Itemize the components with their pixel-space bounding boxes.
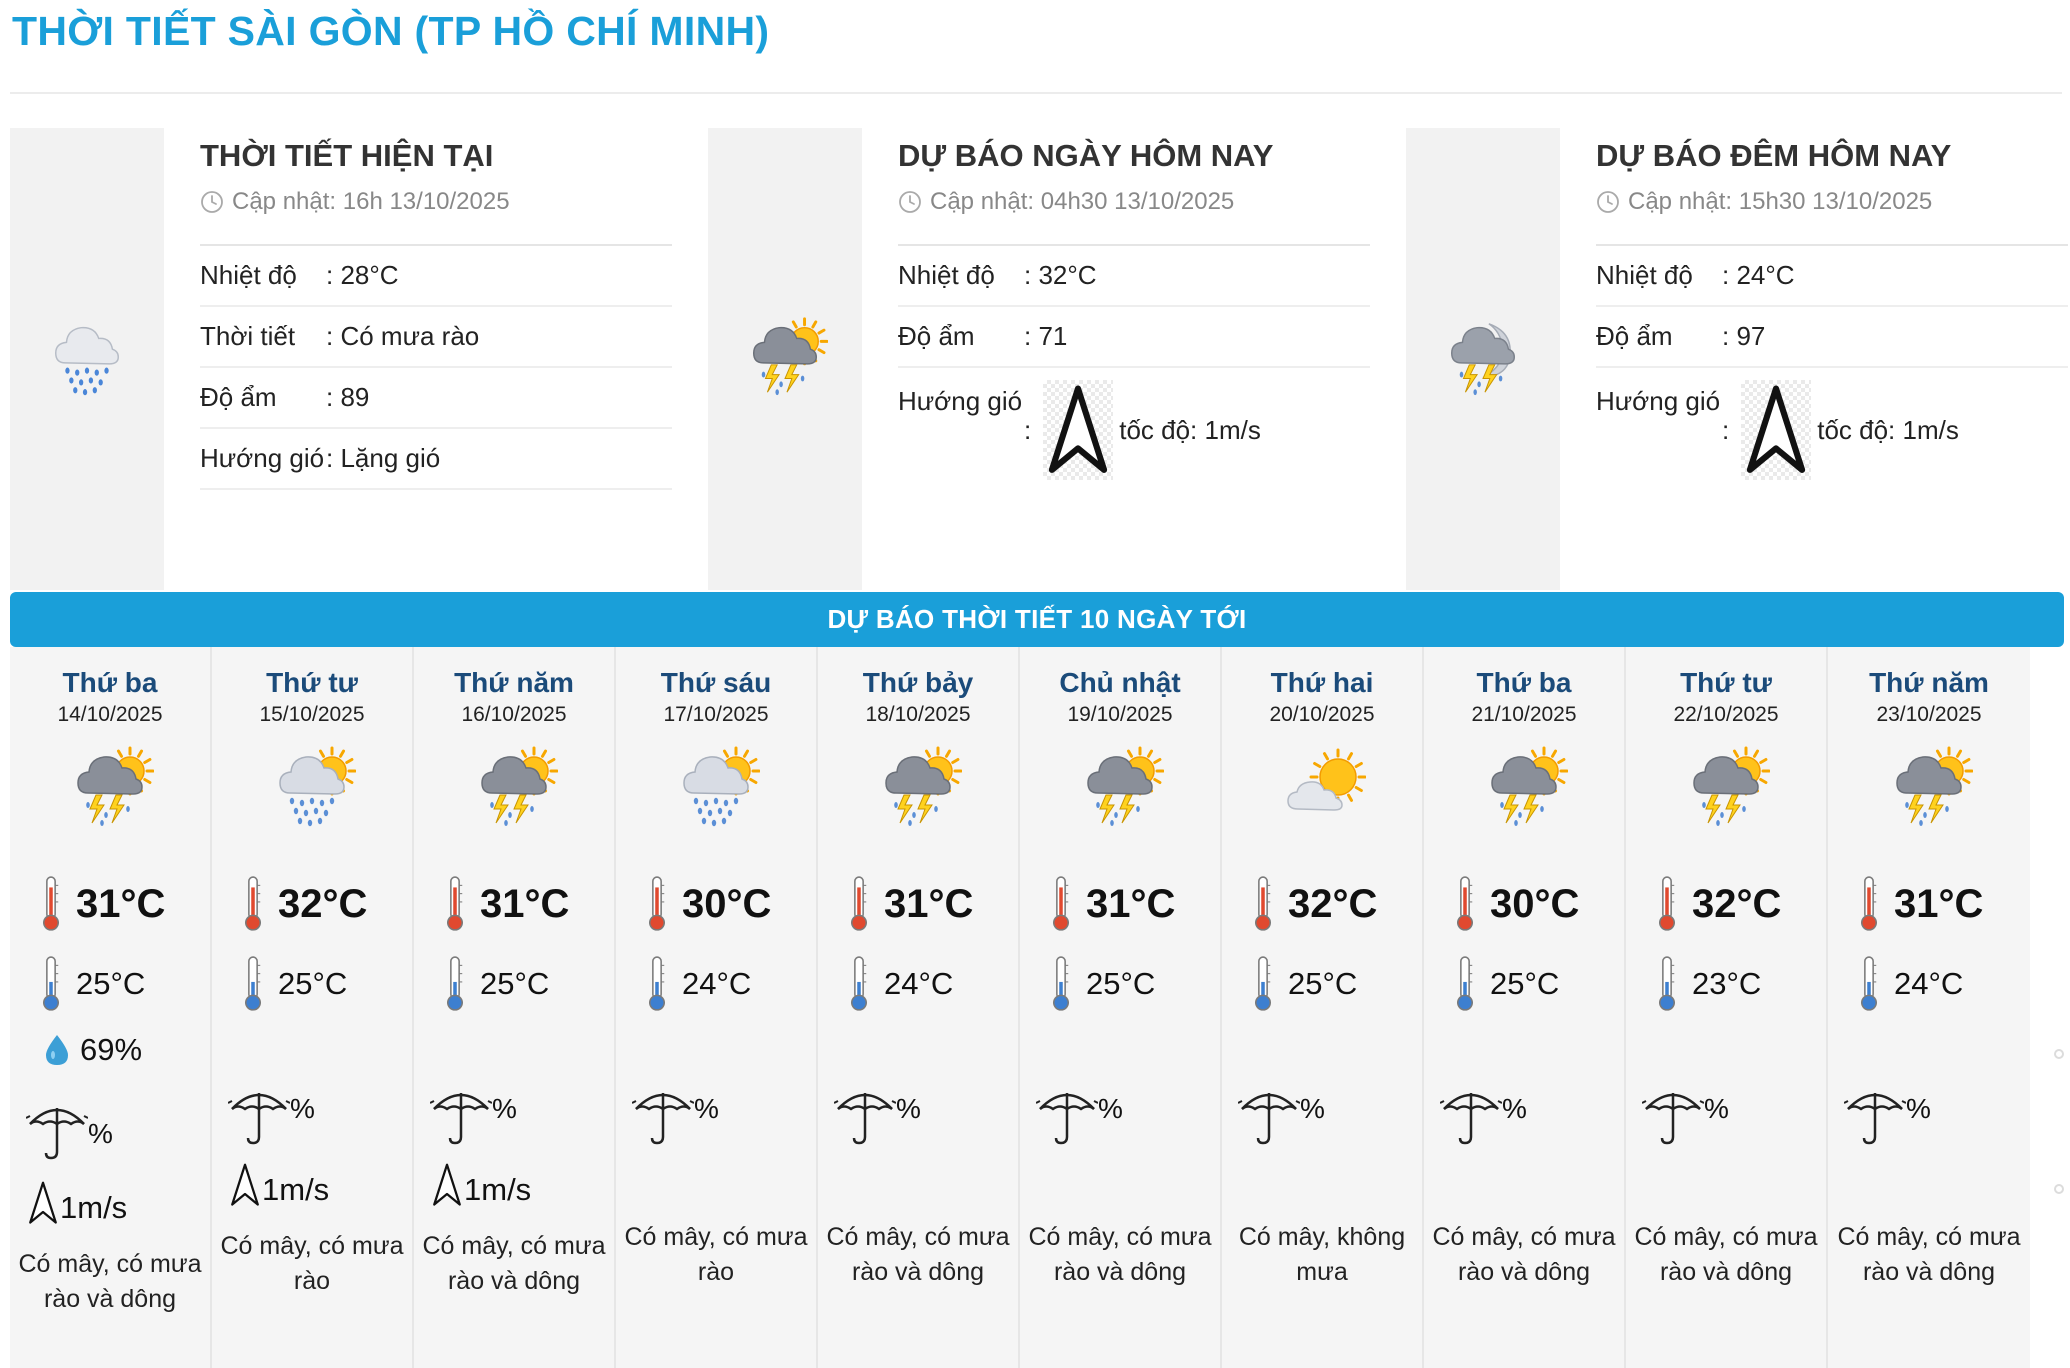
weather-description: Có mây, có mưa rào và dông [826,1223,1010,1286]
forecast-day [616,647,818,1368]
wind-colon: : [1722,414,1730,445]
day-name: Thứ hai [1270,667,1374,698]
high-temp [1656,875,1781,933]
row-value [1722,368,2068,492]
wind-placeholder-icon [2054,1184,2064,1194]
card-row [200,368,672,429]
sun-cloud-rain-icon [672,743,760,836]
thermometer-hot-icon [242,875,264,933]
low-temp-value: 23°C [1692,966,1762,1001]
rain-chance [1642,1085,1729,1147]
forecast-day [10,647,212,1368]
weather-description: Có mây, có mưa rào và dông [1837,1223,2021,1286]
rain-chance-value: % [88,1118,113,1149]
card-updated [1596,180,2068,224]
wind [28,1180,127,1226]
row-label: Nhiệt độ [898,260,995,290]
high-temp [1858,875,1983,933]
low-temp [1454,955,1559,1013]
forecast-day [1828,647,2030,1368]
umbrella-icon [430,1085,492,1147]
low-temp-value: 25°C [278,966,348,1001]
page-title: THỜI TIẾT SÀI GÒN (TP HỒ CHÍ MINH) [12,8,770,54]
rain-chance-value: % [1098,1093,1123,1124]
wind [432,1162,531,1208]
rain-chance-value: % [290,1093,315,1124]
sun-cloud-thunder-icon [1480,743,1568,836]
umbrella-icon [26,1100,88,1162]
rain-chance-value: % [492,1093,517,1124]
thermometer-hot-icon [1858,875,1880,933]
row-value [1024,368,1370,492]
day-date: 21/10/2025 [1471,703,1577,726]
day-name: Thứ tư [266,667,358,698]
umbrella-icon [632,1085,694,1147]
sun-cloud-thunder-icon [66,743,154,836]
row-label: Nhiệt độ [200,260,297,290]
sun-cloud-thunder-icon [1076,743,1164,836]
day-date: 19/10/2025 [1067,703,1173,726]
day-name: Thứ năm [1869,667,1989,698]
wind-direction-icon [28,1180,58,1226]
thermometer-hot-icon [1252,875,1274,933]
card-row [200,246,672,307]
wind-direction-icon [432,1162,462,1208]
card-row [898,246,1370,307]
row-label: Độ ẩm [200,382,277,412]
thermometer-cold-icon [40,955,62,1013]
low-temp-value: 24°C [682,966,752,1001]
row-value: : Có mưa rào [326,321,480,351]
low-temp-value: 24°C [884,966,954,1001]
day-name: Thứ năm [454,667,574,698]
thermometer-hot-icon [848,875,870,933]
card-body [200,128,672,490]
rain-chance [1238,1085,1325,1147]
high-temp [1252,875,1377,933]
wind-speed: tốc độ: 1m/s [1817,414,1959,445]
weather-description: Có mây, có mưa rào và dông [1028,1223,1212,1286]
row-value: : 89 [326,382,370,412]
row-label: Hướng gió [200,443,325,473]
rain-chance [228,1085,315,1147]
row-label: Độ ẩm [898,321,975,351]
wind-speed: tốc độ: 1m/s [1119,414,1261,445]
low-temp [1858,955,1963,1013]
card-updated [200,180,672,224]
low-temp-value: 25°C [1490,966,1560,1001]
umbrella-icon [228,1085,290,1147]
high-temp [1454,875,1579,933]
sun-cloud-thunder-icon [742,314,828,405]
day-date: 18/10/2025 [865,703,971,726]
weather-description: Có mây, có mưa rào và dông [422,1232,606,1295]
high-temp-value: 32°C [1288,881,1378,926]
low-temp [444,955,549,1013]
humidity-value: 69% [80,1032,143,1067]
rain-chance [26,1100,113,1162]
day-date: 16/10/2025 [461,703,567,726]
weather-description: Có mây, có mưa rào và dông [18,1250,202,1313]
day-name: Thứ ba [62,667,158,698]
clock-icon [200,190,224,214]
card-title: THỜI TIẾT HIỆN TẠI [200,138,494,173]
thermometer-cold-icon [1252,955,1274,1013]
row-value: : Lặng gió [326,443,441,473]
thermometer-cold-icon [1050,955,1072,1013]
rain-chance-value: % [896,1093,921,1124]
card-row [898,307,1370,368]
high-temp-value: 31°C [884,881,974,926]
thermometer-hot-icon [646,875,668,933]
row-label: Nhiệt độ [1596,260,1693,290]
card-row-wind [1596,368,2068,492]
row-value: : 24°C [1722,260,1795,290]
wind-value: 1m/s [60,1190,128,1225]
card-title: DỰ BÁO ĐÊM HÔM NAY [1596,138,1952,173]
moon-cloud-thunder-icon [1440,314,1526,405]
thermometer-cold-icon [1454,955,1476,1013]
humidity-placeholder-icon [2054,1049,2064,1059]
day-name: Chủ nhật [1059,667,1181,698]
forecast-banner [10,592,2064,647]
high-temp-value: 30°C [682,881,772,926]
day-name: Thứ sáu [660,667,772,698]
row-label: Độ ẩm [1596,321,1673,351]
day-date: 20/10/2025 [1269,703,1375,726]
weather-card-2 [708,128,1378,590]
wind [230,1162,329,1208]
low-temp [1252,955,1357,1013]
forecast-day [212,647,414,1368]
rain-chance [632,1085,719,1147]
humidity-drop-icon [44,1033,70,1067]
card-title: DỰ BÁO NGÀY HÔM NAY [898,138,1274,173]
thermometer-cold-icon [1858,955,1880,1013]
high-temp [444,875,569,933]
thermometer-cold-icon [848,955,870,1013]
rain-chance [1844,1085,1931,1147]
forecast-day [1020,647,1222,1368]
sun-cloud-thunder-icon [874,743,962,836]
rain-chance [1036,1085,1123,1147]
high-temp-value: 32°C [278,881,368,926]
weather-card-3 [1406,128,2070,590]
high-temp-value: 31°C [1086,881,1176,926]
wind-value: 1m/s [464,1172,532,1207]
weather-description: Có mây, có mưa rào [220,1232,404,1295]
forecast-day [414,647,616,1368]
high-temp [40,875,165,933]
rain-chance-value: % [1704,1093,1729,1124]
high-temp [848,875,973,933]
high-temp [242,875,367,933]
thermometer-cold-icon [242,955,264,1013]
low-temp-value: 24°C [1894,966,1964,1001]
low-temp [848,955,953,1013]
updated-text: Cập nhật: 15h30 13/10/2025 [1628,188,1933,215]
day-date: 15/10/2025 [259,703,365,726]
low-temp [40,955,145,1013]
day-name: Thứ tư [1680,667,1772,698]
card-icon-panel [708,128,862,590]
thermometer-hot-icon [1050,875,1072,933]
day-name: Thứ bảy [862,667,974,698]
clock-icon [898,190,922,214]
umbrella-icon [1238,1085,1300,1147]
weather-description: Có mây, không mưa [1238,1223,1406,1286]
sun-cloud-thunder-icon [1885,743,1973,836]
card-row [200,429,672,490]
rain-chance [430,1085,517,1147]
day-date: 22/10/2025 [1673,703,1779,726]
card-body [898,128,1370,492]
row-label: Thời tiết [200,321,296,351]
title-divider [10,92,2062,94]
sun-cloud-thunder-icon [470,743,558,836]
weather-description: Có mây, có mưa rào và dông [1432,1223,1616,1286]
humidity [44,1032,142,1068]
umbrella-icon [1642,1085,1704,1147]
card-row-wind [898,368,1370,492]
rain-chance-value: % [1906,1093,1931,1124]
thermometer-hot-icon [1656,875,1678,933]
row-value: : 28°C [326,260,399,290]
low-temp [646,955,751,1013]
high-temp-value: 31°C [76,881,166,926]
thermometer-hot-icon [1454,875,1476,933]
umbrella-icon [1036,1085,1098,1147]
updated-text: Cập nhật: 16h 13/10/2025 [232,188,510,215]
day-date: 14/10/2025 [57,703,163,726]
updated-text: Cập nhật: 04h30 13/10/2025 [930,188,1235,215]
umbrella-icon [1844,1085,1906,1147]
day-date: 23/10/2025 [1876,703,1982,726]
forecast-banner-title: DỰ BÁO THỜI TIẾT 10 NGÀY TỚI [827,604,1247,634]
card-updated [898,180,1370,224]
high-temp [646,875,771,933]
forecast-day [1222,647,1424,1368]
card-body [1596,128,2068,492]
row-value: : 32°C [1024,260,1097,290]
forecast-day [1626,647,1828,1368]
forecast-day [818,647,1020,1368]
umbrella-icon [834,1085,896,1147]
day-date: 17/10/2025 [663,703,769,726]
thermometer-cold-icon [1656,955,1678,1013]
thermometer-cold-icon [646,955,668,1013]
card-icon-panel [10,128,164,590]
umbrella-icon [1440,1085,1502,1147]
card-row [200,307,672,368]
card-row [1596,307,2068,368]
row-label: Hướng gió [898,386,1023,416]
rain-chance [1440,1085,1527,1147]
wind-value: 1m/s [262,1172,330,1207]
forecast-days [10,647,2064,1368]
rain-chance-value: % [1300,1093,1325,1124]
card-row [1596,246,2068,307]
day-name: Thứ ba [1476,667,1572,698]
low-temp-value: 25°C [1086,966,1156,1001]
sun-cloud-icon [1278,743,1366,836]
low-temp [242,955,347,1013]
low-temp-value: 25°C [76,966,146,1001]
thermometer-hot-icon [444,875,466,933]
thermometer-hot-icon [40,875,62,933]
high-temp-value: 30°C [1490,881,1580,926]
row-label: Hướng gió [1596,386,1721,416]
weather-description: Có mây, có mưa rào và dông [1634,1223,1818,1286]
high-temp-value: 31°C [480,881,570,926]
low-temp [1050,955,1155,1013]
sun-cloud-rain-icon [268,743,356,836]
wind-direction-icon [1741,380,1811,480]
card-icon-panel [1406,128,1560,590]
wind-direction-icon [1043,380,1113,480]
low-temp [1656,955,1761,1013]
rain-chance-value: % [1502,1093,1527,1124]
thermometer-cold-icon [444,955,466,1013]
weather-description: Có mây, có mưa rào [624,1223,808,1286]
clock-icon [1596,190,1620,214]
rain-chance-value: % [694,1093,719,1124]
low-temp-value: 25°C [1288,966,1358,1001]
forecast-day [1424,647,1626,1368]
row-value: : 97 [1722,321,1766,351]
low-temp-value: 25°C [480,966,550,1001]
high-temp [1050,875,1175,933]
weather-card-1 [10,128,680,590]
wind-colon: : [1024,414,1032,445]
cloud-rain-icon [44,314,130,405]
high-temp-value: 31°C [1894,881,1984,926]
rain-chance [834,1085,921,1147]
sun-cloud-thunder-icon [1682,743,1770,836]
wind-direction-icon [230,1162,260,1208]
high-temp-value: 32°C [1692,881,1782,926]
row-value: : 71 [1024,321,1068,351]
